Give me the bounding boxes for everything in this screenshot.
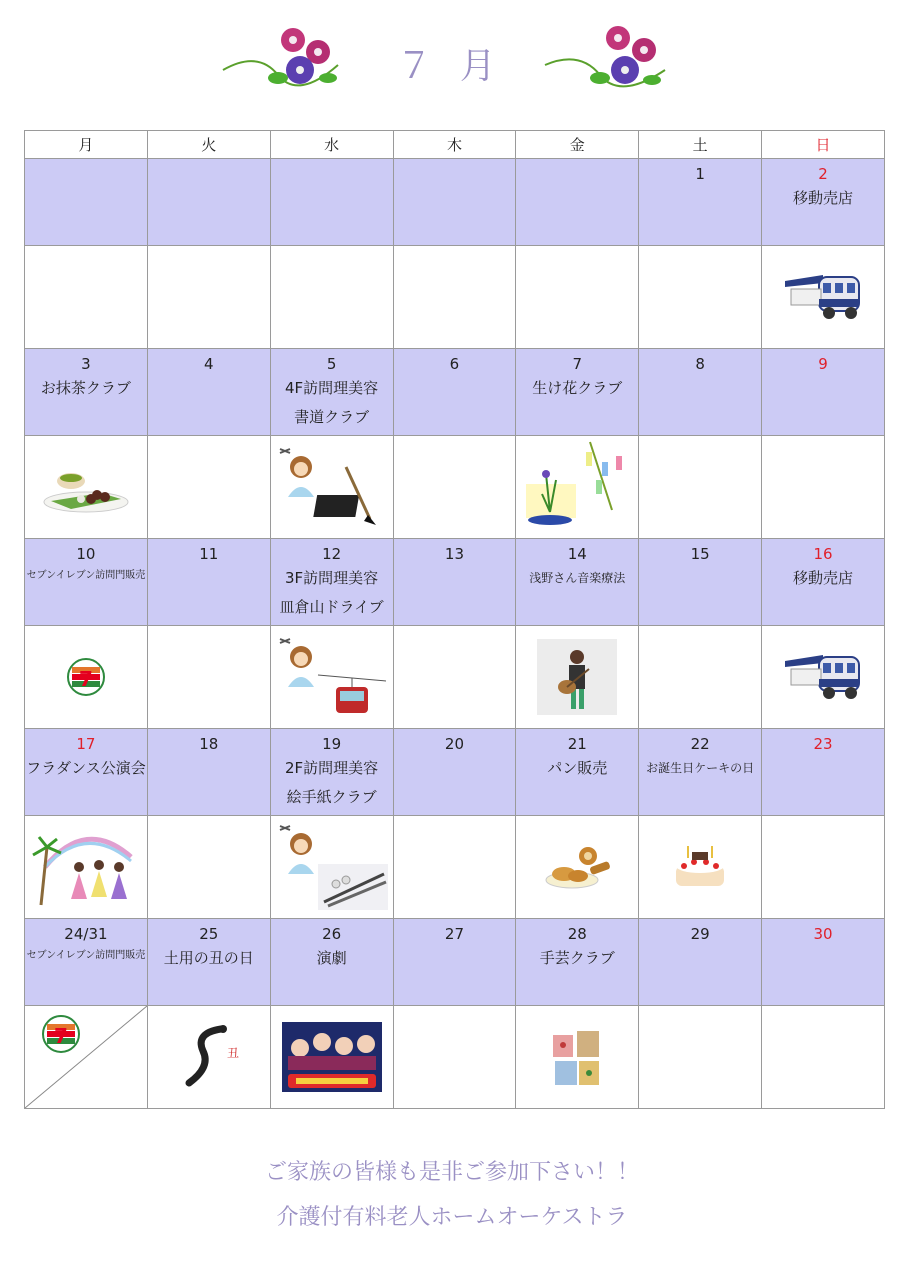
day-cell: [393, 349, 516, 436]
day-cell: [25, 539, 148, 626]
day-cell: [762, 159, 885, 246]
day-image-cell: [393, 626, 516, 729]
day-cell: [516, 729, 639, 816]
day-cell: [393, 919, 516, 1006]
week-5-image-row: [25, 1006, 885, 1109]
event-label: 移動売店: [793, 569, 854, 587]
weekday-row: [25, 131, 885, 159]
day-cell: [25, 919, 148, 1006]
footer-message: ご家族の皆様も是非ご参加下さい！！: [264, 1160, 639, 1185]
day-image-cell: [393, 246, 516, 349]
calendar-header: [0, 0, 904, 125]
day-cell: [25, 729, 148, 816]
day-number: 16: [813, 545, 833, 563]
day-image-cell: [639, 816, 762, 919]
handicraft-icon: [549, 1025, 605, 1089]
day-number: 7: [572, 355, 583, 373]
day-image-cell: [516, 1006, 639, 1109]
day-image-cell: [270, 436, 393, 539]
day-image-cell: [25, 626, 148, 729]
day-number: 5: [326, 355, 337, 373]
event-label: 3F訪問理美容: [285, 569, 379, 587]
day-number: 28: [567, 925, 587, 943]
weekday-thu: 木: [393, 131, 516, 159]
day-number: 3: [81, 355, 91, 373]
weekday-tue: 火: [147, 131, 270, 159]
day-image-cell: [25, 246, 148, 349]
day-cell: [393, 539, 516, 626]
day-cell: [516, 159, 639, 246]
day-image-cell: [762, 436, 885, 539]
weekday-sun: 日: [762, 131, 885, 159]
event-label: フラダンス公演会: [26, 759, 146, 777]
day-number: 21: [567, 735, 587, 753]
day-image-cell: [639, 246, 762, 349]
day-image-cell: [639, 436, 762, 539]
day-number: 20: [444, 735, 464, 753]
day-cell: [393, 159, 516, 246]
week-1-image-row: [25, 246, 885, 349]
day-number: 29: [690, 925, 710, 943]
cake-icon: [670, 842, 730, 892]
day-number: 19: [322, 735, 342, 753]
eel-icon: [179, 1021, 239, 1093]
day-cell: [639, 159, 762, 246]
day-number: 13: [444, 545, 464, 563]
day-cell: [147, 159, 270, 246]
day-cell: [147, 729, 270, 816]
day-image-cell: [762, 816, 885, 919]
weekday-mon: 月: [25, 131, 148, 159]
day-image-cell: [147, 816, 270, 919]
matcha-icon: [41, 457, 131, 517]
hula-icon: [31, 827, 141, 907]
day-cell: [147, 539, 270, 626]
day-number: 4: [203, 355, 214, 373]
day-cell: [270, 159, 393, 246]
day-cell: [270, 919, 393, 1006]
day-cell: [639, 729, 762, 816]
event-label: 生け花クラブ: [532, 379, 623, 397]
week-4-image-row: [25, 816, 885, 919]
day-cell: [762, 539, 885, 626]
day-image-cell: [147, 246, 270, 349]
day-cell: [762, 729, 885, 816]
day-number: 26: [322, 925, 342, 943]
day-image-cell: [393, 1006, 516, 1109]
haircut-ropeway-icon: [274, 635, 389, 720]
day-image-cell: [762, 246, 885, 349]
day-image-cell: [147, 436, 270, 539]
day-number: 15: [690, 545, 710, 563]
day-cell: [393, 729, 516, 816]
day-number: 22: [690, 735, 710, 753]
day-image-cell: [516, 436, 639, 539]
day-number: 10: [76, 545, 96, 563]
day-image-cell: [270, 626, 393, 729]
day-number: 18: [199, 735, 219, 753]
day-cell: [270, 349, 393, 436]
event-label: 2F訪問理美容: [285, 759, 379, 777]
event-label: パン販売: [547, 759, 608, 777]
event-label: 浅野さん音楽療法: [529, 571, 626, 585]
day-image-cell: [270, 1006, 393, 1109]
event-label: お誕生日ケーキの日: [646, 761, 755, 775]
ikebana-icon: [520, 440, 635, 535]
footer-facility-name: 介護付有料老人ホームオーケストラ: [276, 1205, 628, 1230]
weekday-wed: 水: [270, 131, 393, 159]
event-label: セブンイレブン訪問門販売: [26, 570, 146, 581]
day-cell: [25, 349, 148, 436]
day-number: 12: [322, 545, 342, 563]
morning-glory-right-icon: [540, 20, 670, 100]
day-number: 24/31: [64, 925, 108, 943]
seven-eleven-icon: [41, 1014, 81, 1054]
event-label: 手芸クラブ: [539, 949, 615, 967]
weekday-sat: 土: [639, 131, 762, 159]
calendar-grid: [24, 130, 885, 1109]
svg-text:7: 7: [54, 1024, 68, 1048]
day-number: 14: [567, 545, 587, 563]
seven-eleven-icon: [66, 657, 106, 697]
weekday-fri: 金: [516, 131, 639, 159]
day-cell: [147, 919, 270, 1006]
event-label: 書道クラブ: [294, 408, 370, 426]
day-number: 2: [818, 165, 828, 183]
day-image-cell: [270, 816, 393, 919]
haircut-calligraphy-icon: [274, 445, 389, 530]
bread-icon: [542, 842, 612, 892]
day-number: 11: [199, 545, 219, 563]
day-cell: [639, 919, 762, 1006]
bus-icon: [783, 651, 863, 703]
day-cell: [147, 349, 270, 436]
day-cell: [25, 159, 148, 246]
day-image-cell: [762, 626, 885, 729]
event-label: セブンイレブン訪問門販売: [26, 950, 146, 961]
day-cell: [270, 729, 393, 816]
day-image-cell: [25, 436, 148, 539]
day-cell: [762, 349, 885, 436]
event-label: 4F訪問理美容: [285, 379, 379, 397]
day-image-cell: [147, 1006, 270, 1109]
svg-text:丑: 丑: [226, 1046, 239, 1060]
bus-icon: [783, 271, 863, 323]
day-image-cell: [516, 816, 639, 919]
day-number: 23: [813, 735, 833, 753]
guitarist-icon: [537, 639, 617, 715]
day-cell: [639, 349, 762, 436]
day-number: 1: [695, 165, 705, 183]
haircut-brush-icon: [274, 822, 389, 912]
day-image-cell: [393, 816, 516, 919]
day-image-cell: [147, 626, 270, 729]
day-cell: [516, 919, 639, 1006]
week-2-events-row: [25, 349, 885, 436]
day-image-cell: [639, 626, 762, 729]
day-number: 8: [695, 355, 705, 373]
day-image-cell: [516, 246, 639, 349]
day-number: 25: [199, 925, 219, 943]
day-image-cell: [25, 816, 148, 919]
event-label: 移動売店: [793, 189, 854, 207]
week-4-events-row: [25, 729, 885, 816]
week-5-events-row: [25, 919, 885, 1006]
event-label: 演劇: [316, 949, 347, 967]
day-cell: [639, 539, 762, 626]
morning-glory-left-icon: [218, 20, 348, 100]
event-label: 土用の丑の日: [163, 949, 254, 967]
day-number: 9: [818, 355, 828, 373]
day-number: 6: [449, 355, 460, 373]
day-number: 30: [813, 925, 833, 943]
theater-poster-icon: [282, 1022, 382, 1092]
day-cell: [516, 539, 639, 626]
day-cell: [516, 349, 639, 436]
week-2-image-row: [25, 436, 885, 539]
day-number: 17: [76, 735, 96, 753]
week-1-events-row: [25, 159, 885, 246]
day-image-cell: [516, 626, 639, 729]
event-label: 皿倉山ドライブ: [279, 598, 384, 616]
event-label: お抹茶クラブ: [40, 379, 131, 397]
day-number: 27: [444, 925, 464, 943]
week-3-image-row: [25, 626, 885, 729]
day-cell: [270, 539, 393, 626]
day-image-cell: [270, 246, 393, 349]
day-image-cell: [393, 436, 516, 539]
day-cell: [762, 919, 885, 1006]
event-label: 絵手紙クラブ: [286, 788, 377, 806]
day-image-cell: [762, 1006, 885, 1109]
page-title: ７ 月: [396, 46, 504, 87]
day-image-cell: [25, 1006, 148, 1109]
svg-text:7: 7: [78, 667, 93, 691]
week-3-events-row: [25, 539, 885, 626]
day-image-cell: [639, 1006, 762, 1109]
